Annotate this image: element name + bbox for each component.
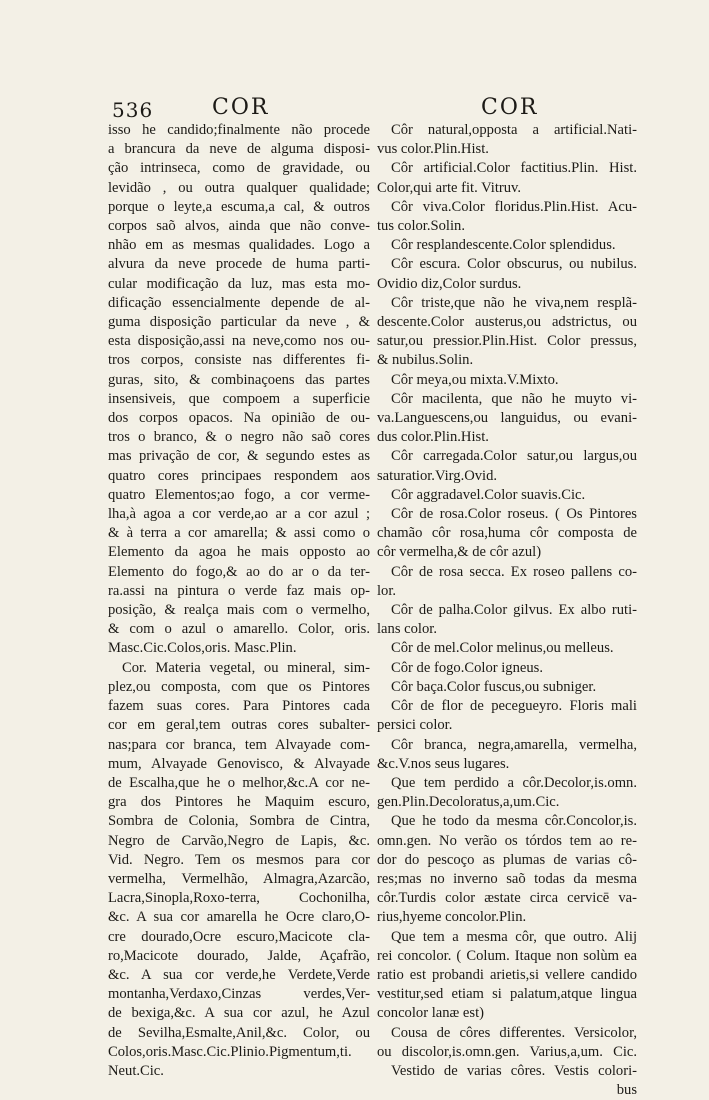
running-head-right: COR (481, 95, 539, 120)
text-line: concolor lanæ est) (377, 1005, 484, 1022)
text-line: Lacra,Sinopla,Roxo-terra, Cochonilha, (108, 890, 370, 907)
text-line: Côr escura. Color obscurus, ou nubilus. (391, 256, 637, 273)
text-line: mas privação de cor, & segundo estes as (108, 448, 370, 465)
text-line: esta disposição,assi na neve,como nos ou- (108, 333, 370, 350)
text-line: a brancura da neve de alguma disposi- (108, 141, 370, 158)
text-line: de bexiga,&c. A sua cor azul, he Azul (108, 1005, 370, 1022)
text-line: va.Languescens,ou languidus, ou evani- (377, 410, 637, 427)
text-line: porque o leyte,a escuma,a cal, & outros (108, 198, 370, 215)
text-line: & com o azul o amarello. Color, oris. (108, 621, 370, 638)
text-line: quatro Elementos;ao fogo, a cor verme- (108, 486, 370, 503)
text-line: plez,ou composta, com que os Pintores (108, 678, 370, 695)
text-line: Côr de fogo.Color igneus. (391, 659, 544, 676)
text-line: Côr resplandescente.Color splendidus. (391, 237, 616, 254)
text-line: Côr de flor de pecegueyro. Floris mali (391, 698, 637, 715)
text-line: & à terra a cor amarella; & assi como o (108, 525, 370, 542)
text-line: guras, sito, & combinaçoens das partes (108, 371, 370, 388)
text-line: cor em geral,tem outras cores subalter- (108, 717, 370, 734)
text-line: Côr meya,ou mixta.V.Mixto. (391, 371, 559, 388)
text-line: Côr artificial.Color factitius.Plin. Hist. (391, 160, 637, 177)
text-line: dificação essencialmente depende de al- (108, 294, 370, 311)
text-line: vus color.Plin.Hist. (377, 141, 489, 158)
text-line: dos corpos opacos. Na opinião de ou- (108, 410, 370, 427)
text-line: res;mas no inverno saõ todas da mesma (377, 870, 637, 887)
text-line: tros o branco, & o negro não saõ cores (108, 429, 370, 446)
text-line: ratio est probandi arietis,si vellere candido (377, 966, 637, 983)
text-line: fazem suas cores. Para Pintores cada (108, 698, 370, 715)
text-line: ra.assi na pintura o verde faz mais op- (108, 582, 370, 599)
text-line: posição, & realça mais com o vermelho, (108, 602, 370, 619)
text-line: nas;para cor branca, tem Alvayade com- (108, 736, 370, 753)
text-line: Vestido de varias côres. Vestis colori- (391, 1062, 637, 1079)
text-line: Cor. Materia vegetal, ou mineral, sim- (122, 659, 370, 676)
text-line: &c. A sua cor amarella he Ocre claro,O- (108, 909, 370, 926)
left-text-column (108, 121, 370, 1081)
text-line: montanha,Verdaxo,Cinzas verdes,Ver- (108, 986, 370, 1003)
text-line: lor. (377, 582, 397, 599)
text-line: dus color.Plin.Hist. (377, 429, 489, 446)
text-line: Côr macilenta, que não he muyto vi- (391, 390, 637, 407)
text-line: cre dourado,Ocre escuro,Macicote cla- (108, 928, 370, 945)
text-line: lha,à agoa a cor verde,ao ar a cor azul ; (108, 506, 370, 523)
text-line: alvura da neve procede de huma parti- (108, 256, 370, 273)
text-line: mum, Alvayade Genovisco, & Alvayade (108, 755, 370, 772)
text-line: Ovidio diz,Color surdus. (377, 275, 522, 292)
text-line: Masc.Cic.Colos,oris. Masc.Plin. (108, 640, 297, 657)
text-line: gra dos Pintores he Maquim escuro, (108, 794, 370, 811)
text-line: ro,Macicote dourado, Jalde, Açafrão, (108, 947, 370, 964)
text-line: Côr de rosa.Color roseus. ( Os Pintores (391, 506, 637, 523)
text-line: corpos saõ alvos, ainda que não conve- (108, 218, 370, 235)
text-line: persici color. (377, 717, 453, 734)
text-line: Colos,oris.Masc.Cic.Plinio.Pigmentum,ti. (108, 1043, 352, 1060)
text-line: gen.Plin.Decoloratus,a,um.Cic. (377, 794, 560, 811)
text-line: bus (616, 1082, 637, 1099)
text-line: saturatior.Virg.Ovid. (377, 467, 498, 484)
text-line: Côr de mel.Color melinus,ou melleus. (391, 640, 614, 657)
text-line: de Escalha,que he o melhor,&c.A cor ne- (108, 774, 370, 791)
text-line: vestitur,sed etiam si palatum,atque lingua (377, 986, 637, 1003)
text-line: descente.Color austerus,ou adstrictus, ou (377, 314, 637, 331)
text-line: Côr triste,que não he viva,nem resplã- (391, 294, 637, 311)
text-line: Vid. Negro. Tem os mesmos para cor (108, 851, 370, 868)
text-line: isso he candido;finalmente não procede (108, 122, 370, 138)
text-line: satur,ou pressior.Plin.Hist. Color pressus, (377, 333, 637, 350)
right-text-column (377, 121, 637, 1100)
text-line: Elemento do fogo,& ao do ar o da ter- (108, 563, 370, 580)
text-line: rius,hyeme concolor.Plin. (377, 909, 527, 926)
text-line: Côr aggradavel.Color suavis.Cic. (391, 486, 586, 503)
text-line: Sombra de Colonia, Sombra de Cintra, (108, 813, 370, 830)
text-line: dor do pescoço as plumas de varias cô- (377, 851, 637, 868)
text-line: Elemento da agoa he mais opposto ao (108, 544, 370, 561)
text-line: nhão em as mesmas qualidades. Logo a (108, 237, 370, 254)
text-line: omn.gen. No verão os tórdos tem ao re- (377, 832, 637, 849)
text-line: Que he todo da mesma côr.Concolor,is. (391, 813, 637, 830)
text-line: chamão côr rosa,huma côr composta de (377, 525, 637, 542)
text-line: Color,qui arte fit. Vitruv. (377, 179, 522, 196)
text-line: &c. A sua cor verde,he Verdete,Verde (108, 966, 370, 983)
text-line: Côr natural,opposta a artificial.Nati- (391, 122, 637, 138)
text-line: vermelha, Vermelhão, Almagra,Azarcão, (108, 870, 370, 887)
text-line: Côr viva.Color floridus.Plin.Hist. Acu- (391, 198, 637, 215)
text-line: ou discolor,is.omn.gen. Varius,a,um. Cic. (377, 1043, 637, 1060)
text-line: &c.V.nos seus lugares. (377, 755, 510, 772)
text-line: tros corpos, consiste nas differentes fi- (108, 352, 370, 369)
text-line: cular modificação da luz, mas esta mo- (108, 275, 370, 292)
text-line: Côr carregada.Color satur,ou largus,ou (391, 448, 637, 465)
text-line: guma disposição particular da neve , & (108, 314, 370, 331)
text-line: côr vermelha,& de côr azul) (377, 544, 542, 561)
page-number: 536 (112, 98, 154, 122)
text-line: lans color. (377, 621, 437, 638)
text-line: Côr de rosa secca. Ex roseo pallens co- (391, 563, 637, 580)
text-line: Côr de palha.Color gilvus. Ex albo ruti- (391, 602, 637, 619)
text-line: Côr baça.Color fuscus,ou subniger. (391, 678, 597, 695)
text-line: Que tem a mesma côr, que outro. Alij (391, 928, 637, 945)
text-line: ção intrinseca, como de gravidade, ou (108, 160, 370, 177)
text-line: insensiveis, que compoem a superficie (108, 390, 370, 407)
running-head-left: COR (212, 95, 270, 120)
text-line: levidão , ou outra qualquer qualidade; (108, 179, 370, 196)
text-line: Neut.Cic. (108, 1062, 164, 1079)
text-line: de Sevilha,Esmalte,Anil,&c. Color, ou (108, 1024, 370, 1041)
text-line: & nubilus.Solin. (377, 352, 474, 369)
text-line: Côr branca, negra,amarella, vermelha, (391, 736, 637, 753)
text-line: côr.Turdis color æstate circa cervicē va- (377, 890, 637, 907)
text-line: quatro cores principaes respondem aos (108, 467, 370, 484)
text-line: Cousa de côres differentes. Versicolor, (391, 1024, 637, 1041)
text-line: rei concolor. ( Colum. Itaque non solùm ea (377, 947, 637, 964)
text-line: Que tem perdido a côr.Decolor,is.omn. (391, 774, 637, 791)
text-line: tus color.Solin. (377, 218, 465, 235)
text-line: Negro de Carvão,Negro de Lapis, &c. (108, 832, 370, 849)
